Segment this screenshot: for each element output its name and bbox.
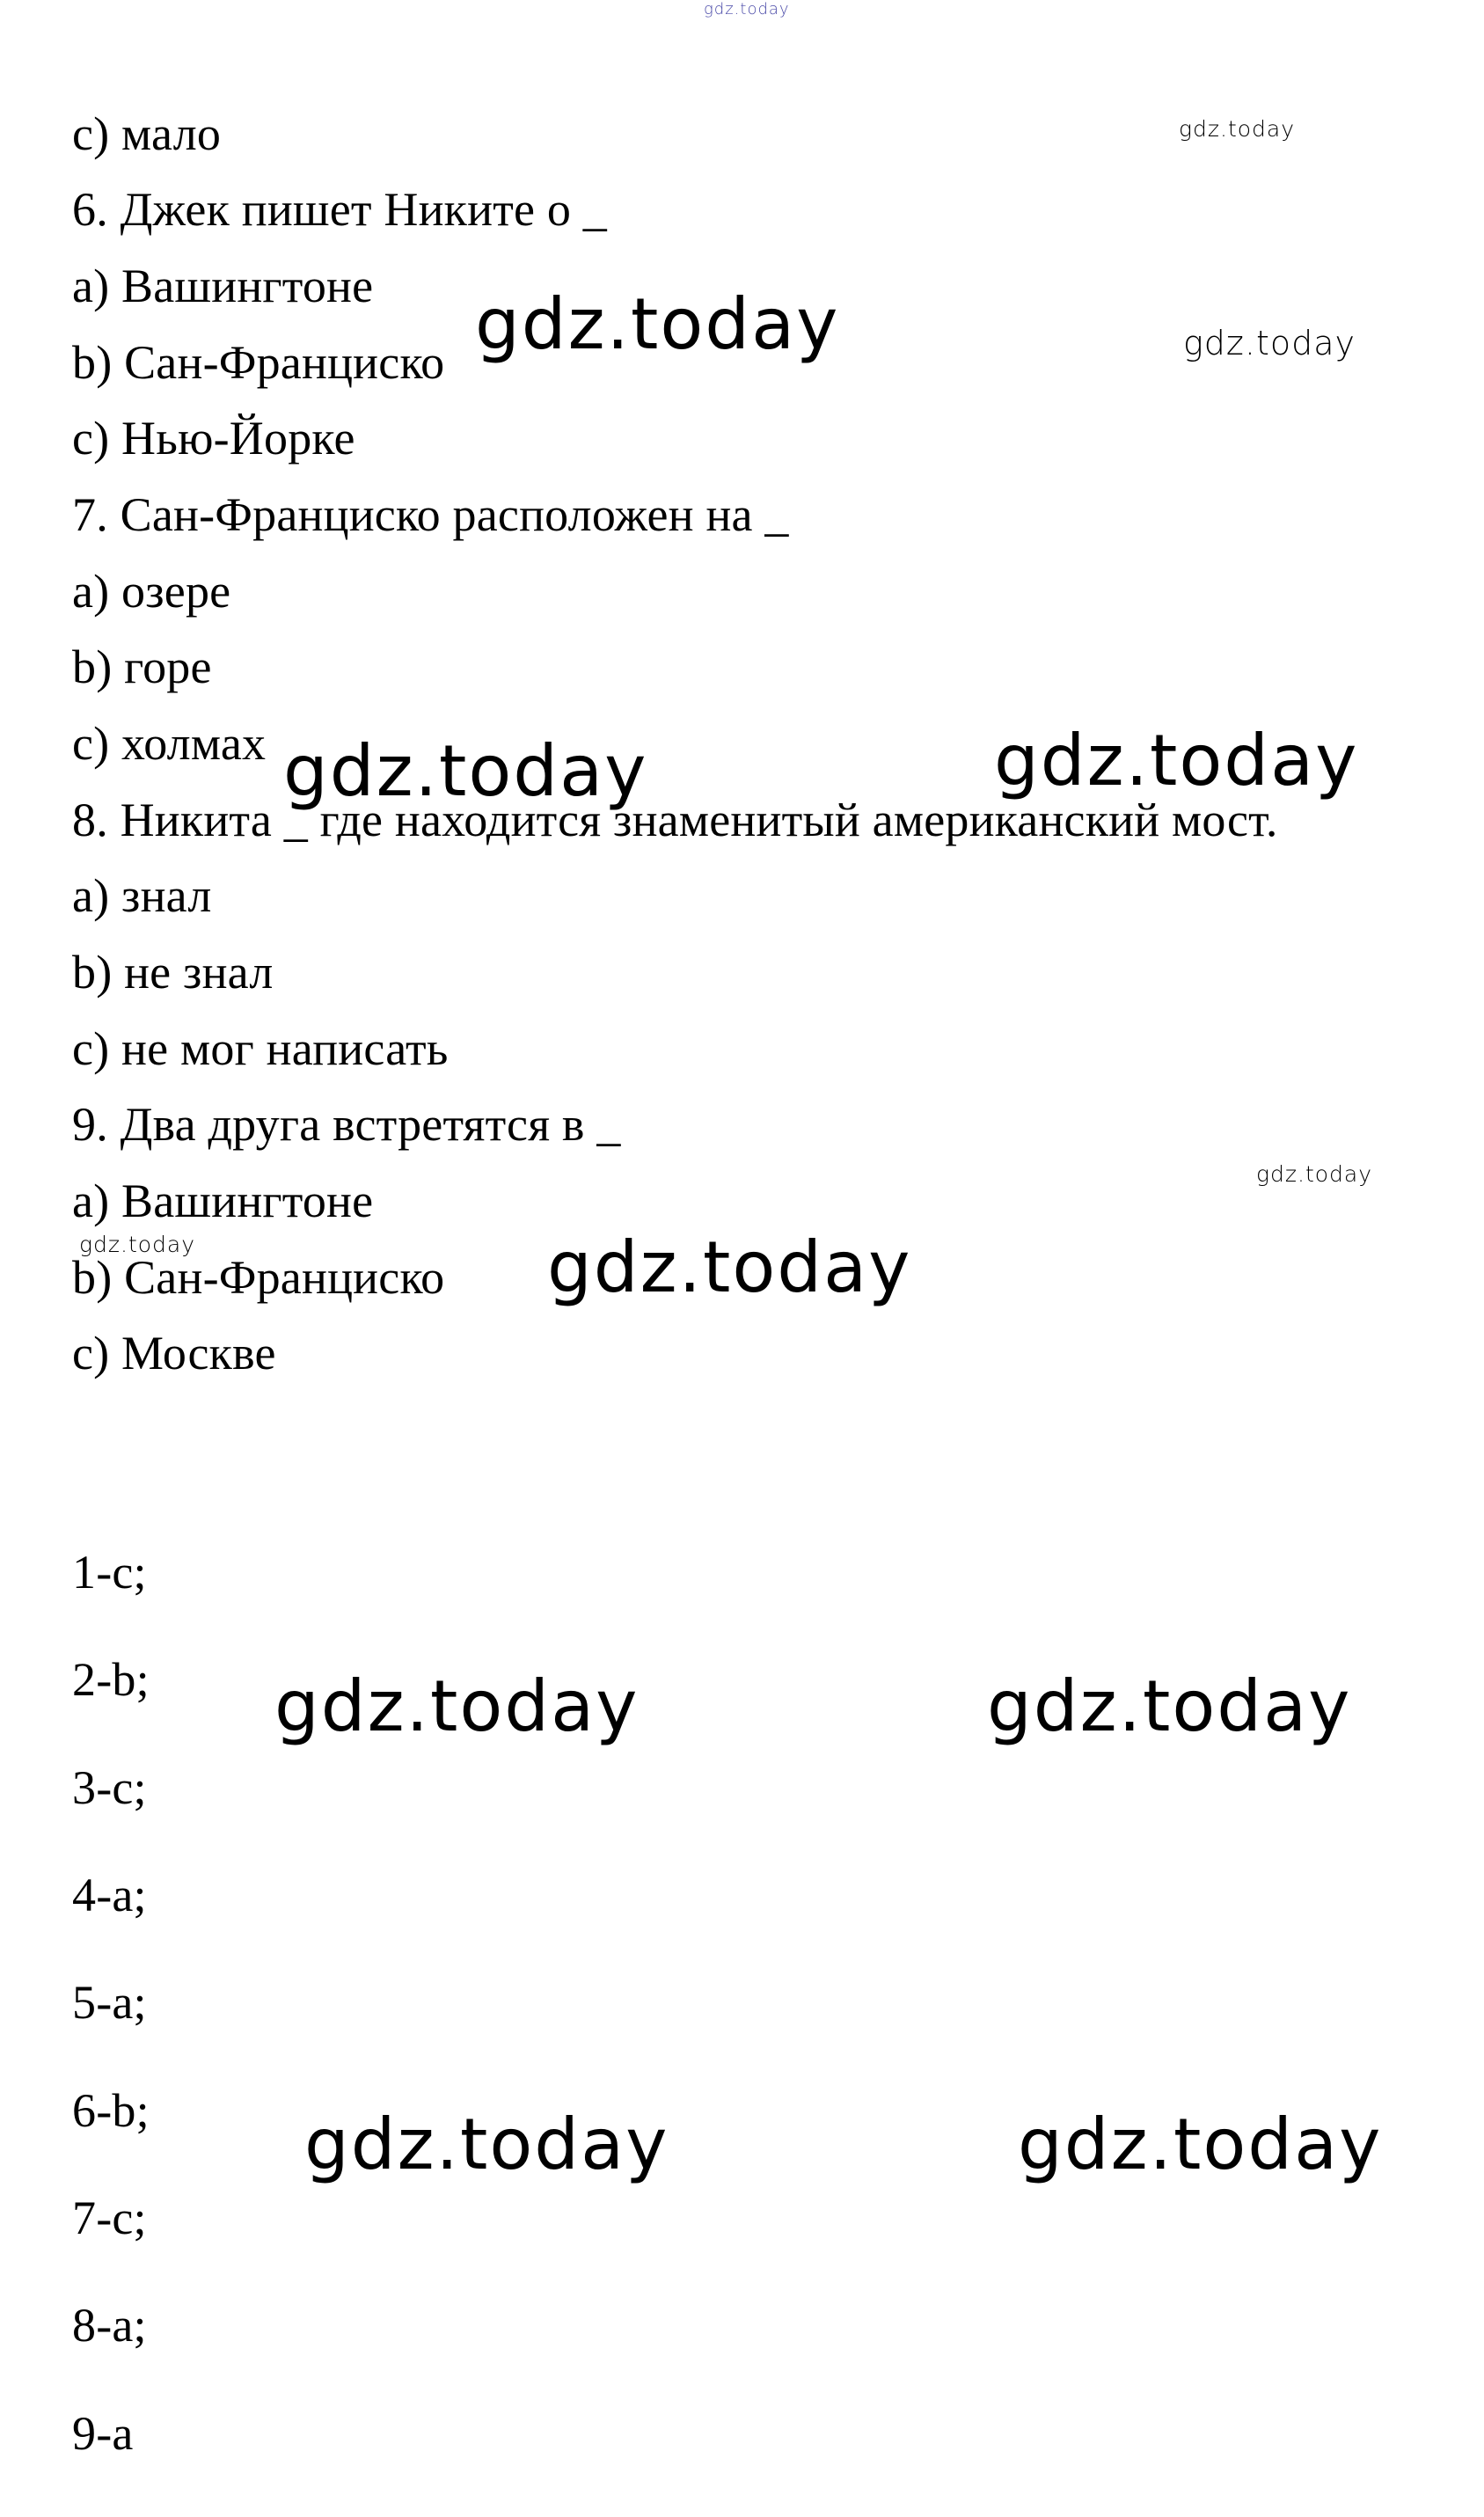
answer-line: 5-a; <box>72 1976 147 2029</box>
question-line: 6. Джек пишет Никите о _ <box>72 183 607 236</box>
watermark-large: gdz.today <box>475 283 840 365</box>
option-line: c) Нью-Йорке <box>72 412 355 465</box>
watermark-large: gdz.today <box>547 1226 912 1308</box>
option-line: c) не мог написать <box>72 1022 449 1075</box>
watermark-large: gdz.today <box>283 730 648 812</box>
watermark-large: gdz.today <box>304 2104 669 2185</box>
option-line: b) не знал <box>72 946 274 999</box>
answer-line: 8-a; <box>72 2299 147 2352</box>
option-line: c) холмах <box>72 717 267 770</box>
answer-line: 6-b; <box>72 2084 150 2137</box>
watermark-large: gdz.today <box>1018 2104 1383 2185</box>
question-line: 7. Сан-Франциско расположен на _ <box>72 488 789 541</box>
option-line: a) знал <box>72 869 212 922</box>
answer-line: 7-c; <box>72 2191 147 2244</box>
option-line: a) Вашингтоне <box>72 260 374 312</box>
option-line: b) Сан-Франциско <box>72 336 445 389</box>
watermark-large: gdz.today <box>274 1665 640 1747</box>
watermark-large: gdz.today <box>994 720 1359 801</box>
answer-line: 9-a <box>72 2407 134 2460</box>
option-line: c) Москве <box>72 1327 276 1379</box>
watermark-large: gdz.today <box>987 1665 1352 1747</box>
watermark-small: gdz.today <box>1179 116 1296 142</box>
answer-line: 1-c; <box>72 1546 147 1599</box>
question-line: 9. Два друга встретятся в _ <box>72 1098 621 1151</box>
answer-line: 3-c; <box>72 1761 147 1814</box>
option-line: c) мало <box>72 107 222 160</box>
option-line: a) Вашингтоне <box>72 1174 374 1227</box>
watermark-small: gdz.today <box>79 1232 196 1257</box>
option-line: b) горе <box>72 640 212 693</box>
option-line: b) Сан-Франциско <box>72 1251 445 1304</box>
watermark-small: gdz.today <box>1256 1161 1373 1187</box>
question-line: 8. Никита _ где находится знаменитый американский мост. <box>72 794 1278 846</box>
watermark-top: gdz.today <box>704 0 790 18</box>
answer-line: 2-b; <box>72 1653 150 1706</box>
answer-line: 4-a; <box>72 1869 147 1921</box>
watermark-medium: gdz.today <box>1183 324 1356 362</box>
option-line: a) озере <box>72 565 231 618</box>
